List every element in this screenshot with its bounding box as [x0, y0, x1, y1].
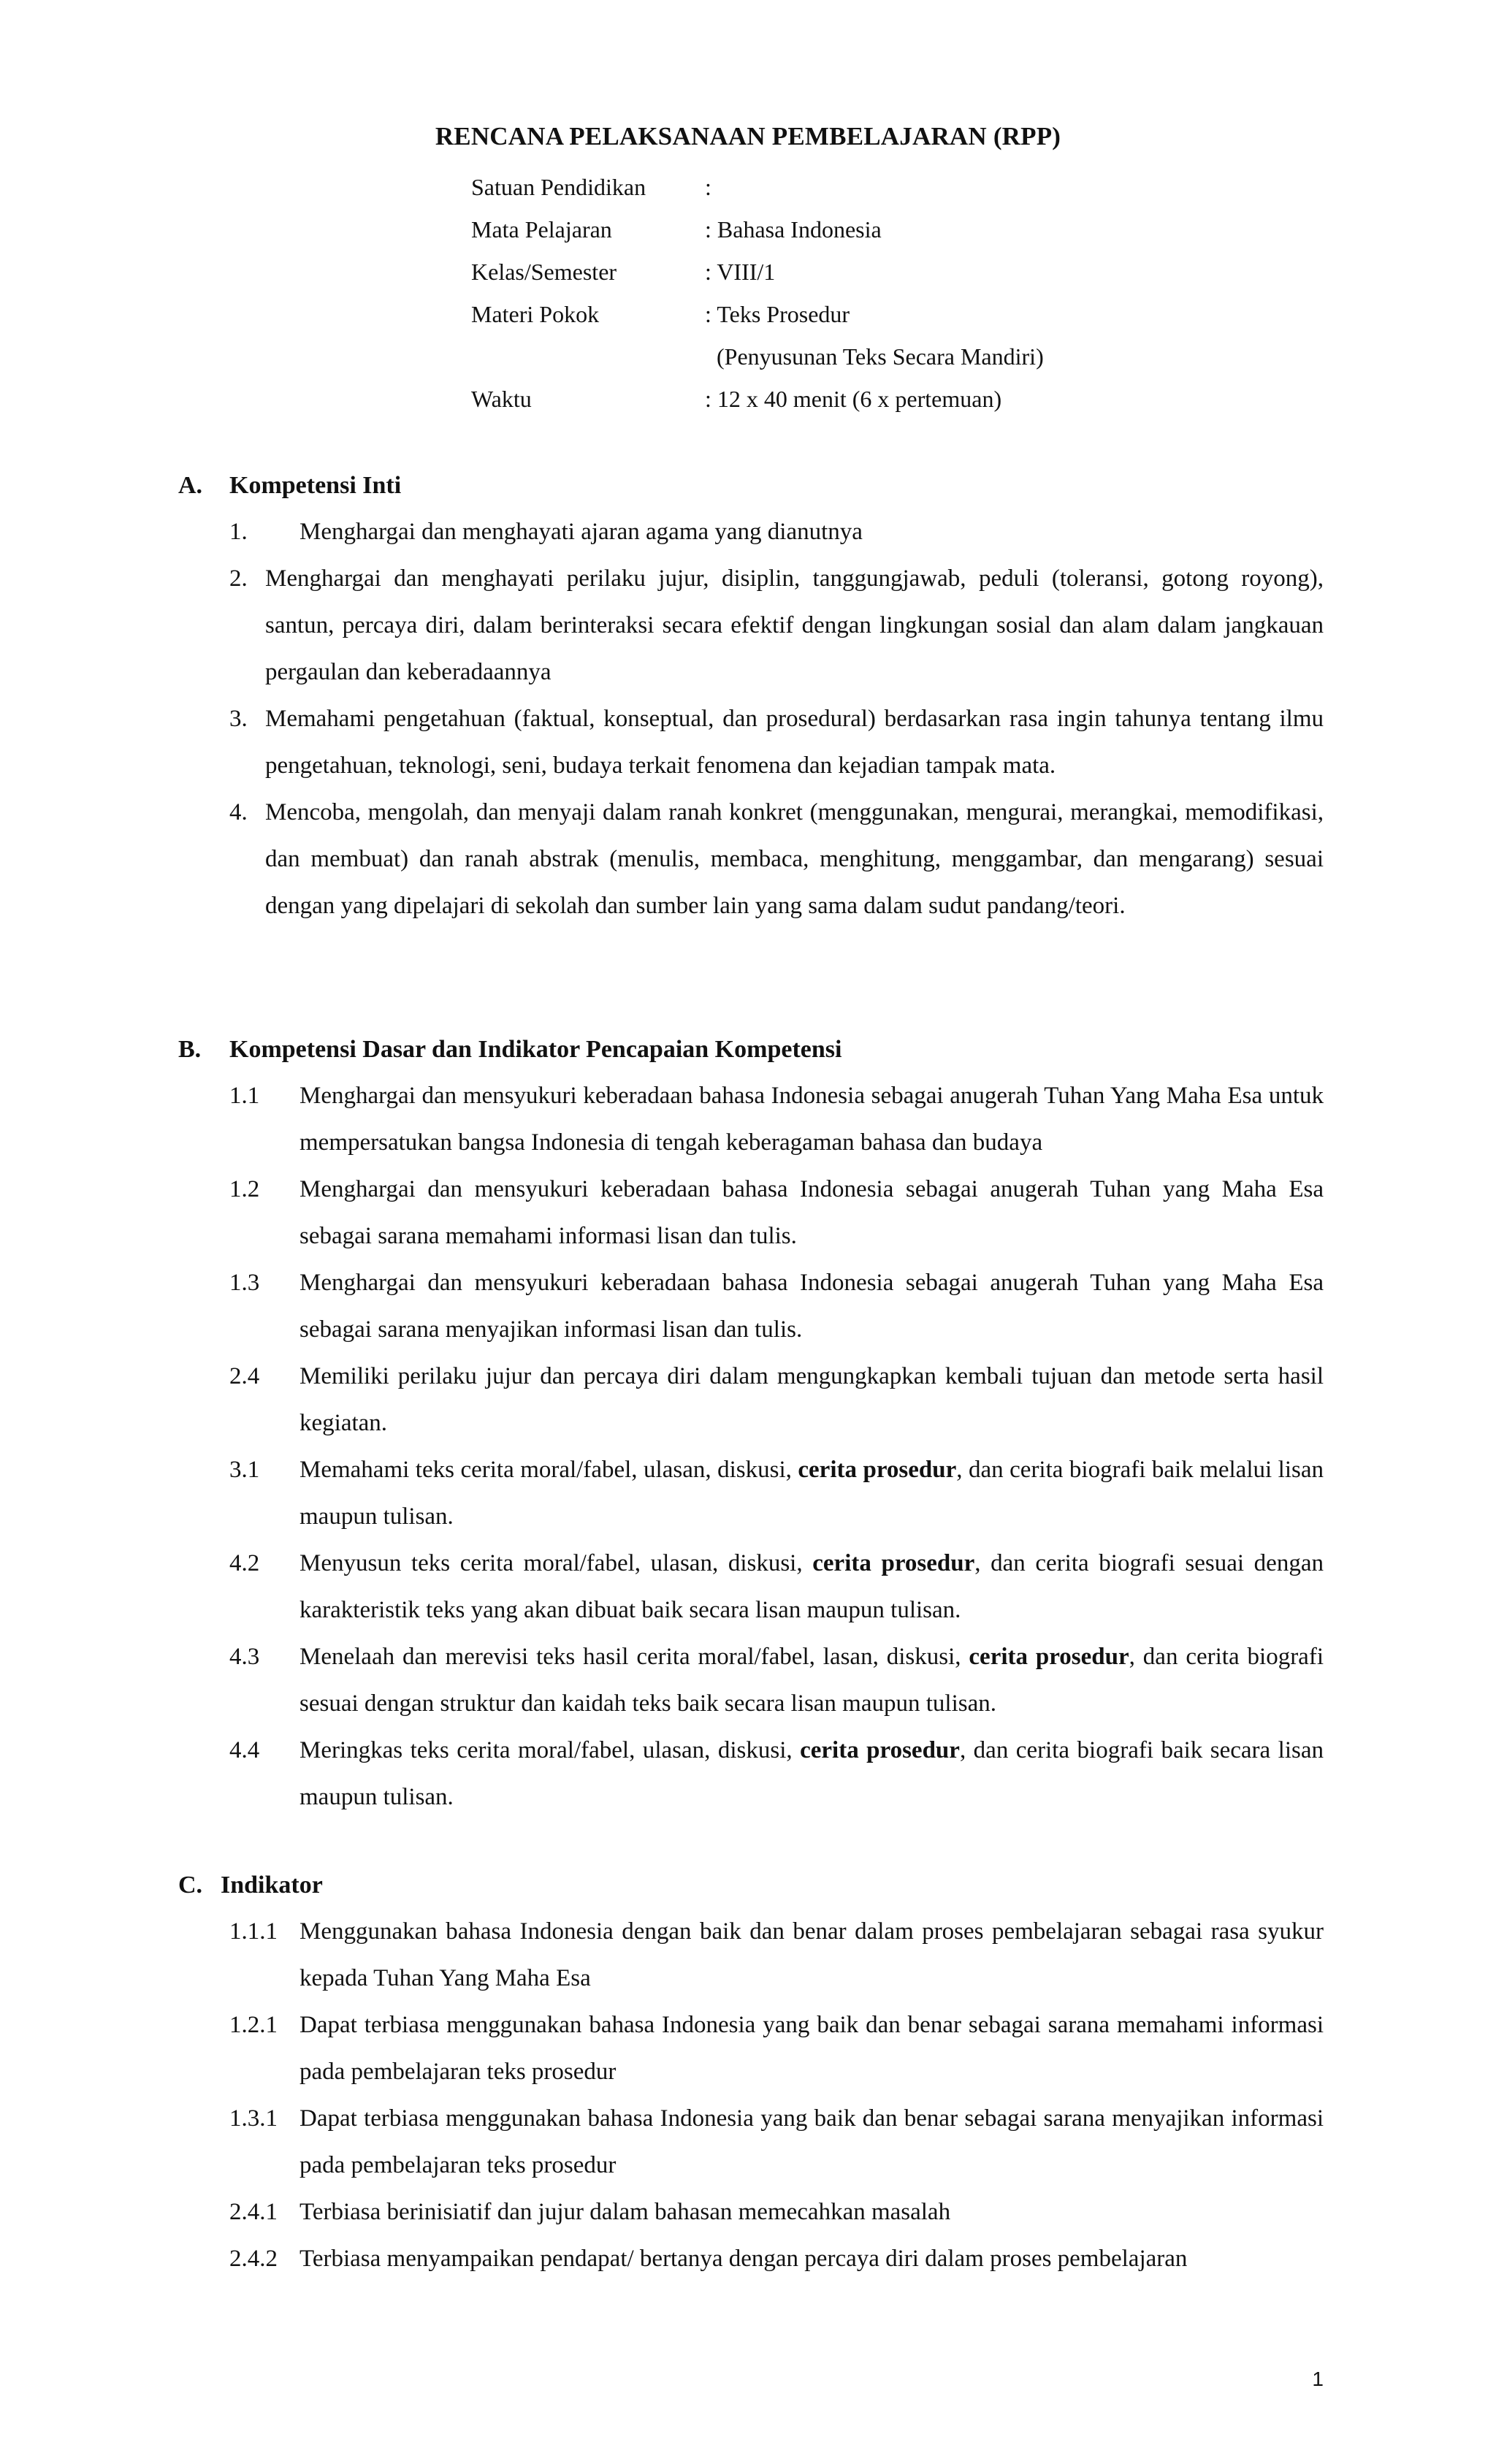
meta-label: Satuan Pendidikan	[471, 174, 646, 200]
item-number: 3.	[229, 706, 248, 732]
section-indikator	[178, 1863, 1324, 2282]
item-text: Dapat terbiasa menggunakan bahasa Indonesia yang baik dan benar sebagai sarana menyajikan informasi pada pembelajaran teks prosedur	[299, 2105, 1324, 2178]
item-text: Menelaah dan merevisi teks hasil cerita moral/fabel, lasan, diskusi, cerita prosedur, dan cerita biografi sesuai dengan struktur dan kaidah teks baik secara lisan maupun tulisan.	[299, 1644, 1324, 1717]
item-text: Menghargai dan mensyukuri keberadaan bahasa Indonesia sebagai anugerah Tuhan yang Maha Esa sebagai sarana menyajikan informasi lisan dan tulis.	[299, 1270, 1324, 1343]
item-number: 1.	[229, 519, 248, 545]
item-number: 4.	[229, 799, 248, 825]
page-number: 1	[1312, 2368, 1324, 2390]
item-text: Dapat terbiasa menggunakan bahasa Indonesia yang baik dan benar sebagai sarana memahami informasi pada pembelajaran teks prosedur	[299, 2012, 1324, 2085]
list-item	[178, 2189, 1324, 2235]
meta-value: : Bahasa Indonesia	[705, 216, 882, 243]
item-text: Menghargai dan mensyukuri keberadaan bahasa Indonesia sebagai anugerah Tuhan Yang Maha Esa untuk mempersatukan bangsa Indonesia di tengah keberagaman bahasa dan budaya	[299, 1083, 1324, 1156]
meta-value: : VIII/1	[705, 259, 776, 285]
item-number: 2.	[229, 565, 248, 592]
item-number: 4.3	[229, 1644, 260, 1670]
item-text: Mencoba, mengolah, dan menyaji dalam ranah konkret (menggunakan, mengurai, merangkai, memodifikasi, dan membuat) dan ranah abstrak (menulis, membaca, menghitung, menggambar, dan mengarang) sesuai dengan yang dipelajari di sekolah dan sumber lain yang sama dalam sudut pandang/teori.	[265, 799, 1324, 919]
document-title: RENCANA PELAKSANAAN PEMBELAJARAN (RPP)	[435, 122, 1061, 150]
list-item	[178, 695, 1324, 789]
item-number: 1.1	[229, 1083, 260, 1109]
section-heading	[178, 1863, 1324, 1908]
item-number: 4.4	[229, 1737, 260, 1763]
meta-value: (Penyusunan Teks Secara Mandiri)	[717, 343, 1044, 370]
item-number: 1.3.1	[229, 2105, 278, 2132]
list-item	[178, 1727, 1324, 1820]
meta-value: : 12 x 40 menit (6 x pertemuan)	[705, 386, 1002, 412]
meta-label: Waktu	[471, 386, 532, 412]
list-item	[178, 789, 1324, 929]
section-title: Kompetensi Dasar dan Indikator Pencapaian Kompetensi	[229, 1036, 842, 1063]
item-text: Menghargai dan mensyukuri keberadaan bahasa Indonesia sebagai anugerah Tuhan yang Maha Esa sebagai sarana memahami informasi lisan dan tulis.	[299, 1176, 1324, 1249]
list-item	[178, 1072, 1324, 1166]
item-number: 3.1	[229, 1457, 260, 1483]
item-number: 2.4.1	[229, 2199, 278, 2225]
item-text: Menggunakan bahasa Indonesia dengan baik dan benar dalam proses pembelajaran sebagai rasa syukur kepada Tuhan Yang Maha Esa	[299, 1918, 1324, 1991]
section-letter: B.	[178, 1036, 202, 1063]
list-item	[178, 1446, 1324, 1540]
meta-value: :	[705, 174, 711, 200]
section-heading	[178, 1027, 1324, 1072]
list-item	[178, 508, 1324, 555]
item-number: 1.3	[229, 1270, 260, 1296]
section-heading	[178, 463, 1324, 508]
item-text: Menyusun teks cerita moral/fabel, ulasan, diskusi, cerita prosedur, dan cerita biografi sesuai dengan karakteristik teks yang akan dibuat baik secara lisan maupun tulisan.	[299, 1550, 1324, 1623]
item-text: Meringkas teks cerita moral/fabel, ulasan, diskusi, cerita prosedur, dan cerita biografi baik secara lisan maupun tulisan.	[299, 1737, 1324, 1810]
item-number: 2.4	[229, 1363, 260, 1389]
list-item	[178, 1908, 1324, 2002]
list-item	[178, 2235, 1324, 2282]
section-title: Kompetensi Inti	[229, 472, 402, 499]
item-text: Memiliki perilaku jujur dan percaya diri dalam mengungkapkan kembali tujuan dan metode serta hasil kegiatan.	[299, 1363, 1324, 1436]
meta-label: Kelas/Semester	[471, 259, 617, 285]
meta-value: : Teks Prosedur	[705, 301, 850, 327]
item-text: Memahami pengetahuan (faktual, konseptual, dan prosedural) berdasarkan rasa ingin tahunya tentang ilmu pengetahuan, teknologi, seni, budaya terkait fenomena dan kejadian tampak mata.	[265, 706, 1324, 779]
list-item	[178, 555, 1324, 695]
list-item	[178, 1633, 1324, 1727]
item-number: 1.2	[229, 1176, 260, 1202]
section-letter: C.	[178, 1872, 203, 1899]
item-number: 2.4.2	[229, 2246, 278, 2272]
list-item	[178, 1166, 1324, 1259]
section-kompetensi-dasar	[178, 1027, 1324, 1820]
item-text: Menghargai dan menghayati ajaran agama yang dianutnya	[299, 519, 863, 545]
item-text: Menghargai dan menghayati perilaku jujur, disiplin, tanggungjawab, peduli (toleransi, gotong royong), santun, percaya diri, dalam berinteraksi secara efektif dengan lingkungan sosial dan alam dalam jangkauan pergaulan dan keberadaannya	[265, 565, 1324, 685]
item-text: Terbiasa berinisiatif dan jujur dalam bahasan memecahkan masalah	[299, 2199, 951, 2225]
list-item	[178, 1259, 1324, 1353]
item-number: 1.1.1	[229, 1918, 278, 1945]
section-kompetensi-inti	[178, 463, 1324, 929]
item-number: 1.2.1	[229, 2012, 278, 2038]
list-item	[178, 1353, 1324, 1446]
section-letter: A.	[178, 472, 203, 499]
item-text: Terbiasa menyampaikan pendapat/ bertanya dengan percaya diri dalam proses pembelajaran	[299, 2246, 1188, 2272]
item-number: 4.2	[229, 1550, 260, 1576]
meta-label: Mata Pelajaran	[471, 216, 612, 243]
list-item	[178, 2095, 1324, 2189]
list-item	[178, 2002, 1324, 2095]
section-title: Indikator	[221, 1872, 323, 1899]
meta-label: Materi Pokok	[471, 301, 600, 327]
list-item	[178, 1540, 1324, 1633]
item-text: Memahami teks cerita moral/fabel, ulasan, diskusi, cerita prosedur, dan cerita biografi baik melalui lisan maupun tulisan.	[299, 1457, 1324, 1530]
